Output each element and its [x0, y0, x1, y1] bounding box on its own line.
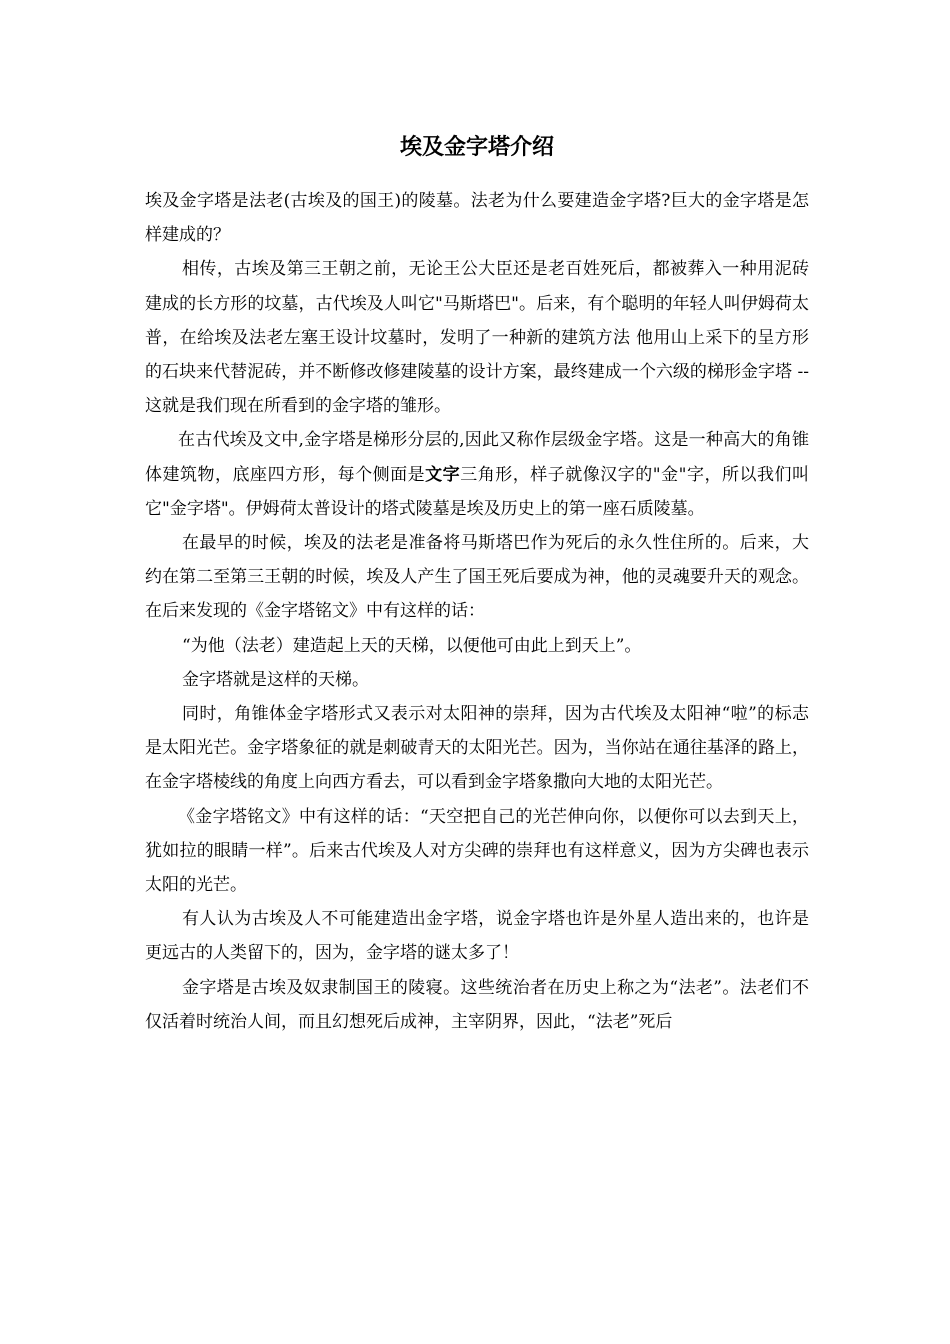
document-title: 埃及金字塔介绍: [399, 135, 554, 160]
paragraph-mystery: 有人认为古埃及人不可能建造出金字塔，说金字塔也许是外星人造出来的，也许是更远古的人类留下的，因为，金字塔的谜太多了！: [145, 909, 809, 964]
paragraph-quote: “为他（法老）建造起上天的天梯，以便他可由此上到天上”。: [182, 635, 642, 656]
paragraph-shape-text-before: 在古代埃及文中,金字塔是梯形分层的,因此又称作层级金字塔。这是一种高大的角锥体建筑物，底座四方形，每个侧面是: [145, 430, 809, 485]
paragraph-legend: 相传，古埃及第三王朝之前，无论王公大臣还是老百姓死后，都被葬入一种用泥砖建成的长方形的坟墓，古代埃及人叫它"马斯塔巴"。后来，有个聪明的年轻人叫伊姆荷太普，在给埃及法老左塞王设计坟墓时，发明了一种新的建筑方法 他用山上采下的呈方形的石块来代替泥砖，并不断修改修建陵墓的设计方案，最终建成一个六级的梯形金字塔 --这就是我们现在所看到的金字塔的雏形。: [145, 259, 809, 417]
paragraph-shape: [145, 423, 809, 526]
paragraph-sun-god: 同时，角锥体金字塔形式又表示对太阳神的崇拜，因为古代埃及太阳神“啦”的标志是太阳光芒。金字塔象征的就是刺破青天的太阳光芒。因为，当你站在通往基泽的路上，在金字塔棱线的角度上向西方看去，可以看到金字塔象撒向大地的太阳光芒。: [145, 704, 809, 793]
paragraph-shape-text-after: 三角形，样子就像汉字的"金"字，所以我们叫它"金字塔"。伊姆荷太普设计的塔式陵墓是埃及历史上的第一座石质陵墓。: [145, 464, 810, 519]
paragraph-pharaoh: 金字塔是古埃及奴隶制国王的陵寝。这些统治者在历史上称之为“法老”。法老们不仅活着时统治人间，而且幻想死后成神，主宰阴界，因此，“法老”死后: [145, 977, 809, 1032]
paragraph-intro: 埃及金字塔是法老(古埃及的国王)的陵墓。法老为什么要建造金字塔?巨大的金字塔是怎样建成的？: [145, 191, 809, 246]
paragraph-ladder: 金字塔就是这样的天梯。: [182, 669, 369, 690]
paragraph-afterlife: 在最早的时候，埃及的法老是准备将马斯塔巴作为死后的永久性住所的。后来，大约在第二至第三王朝的时候，埃及人产生了国王死后要成为神，他的灵魂要升天的观念。在后来发现的《金字塔铭文》中有这样的话：: [145, 533, 809, 622]
document-page: [145, 128, 809, 1039]
paragraph-inscription: 《金字塔铭文》中有这样的话：“天空把自己的光芒伸向你，以便你可以去到天上，犹如拉的眼睛一样”。后来古代埃及人对方尖碑的崇拜也有这样意义，因为方尖碑也表示太阳的光芒。: [145, 806, 809, 896]
bold-link-word: 文字: [425, 464, 461, 485]
